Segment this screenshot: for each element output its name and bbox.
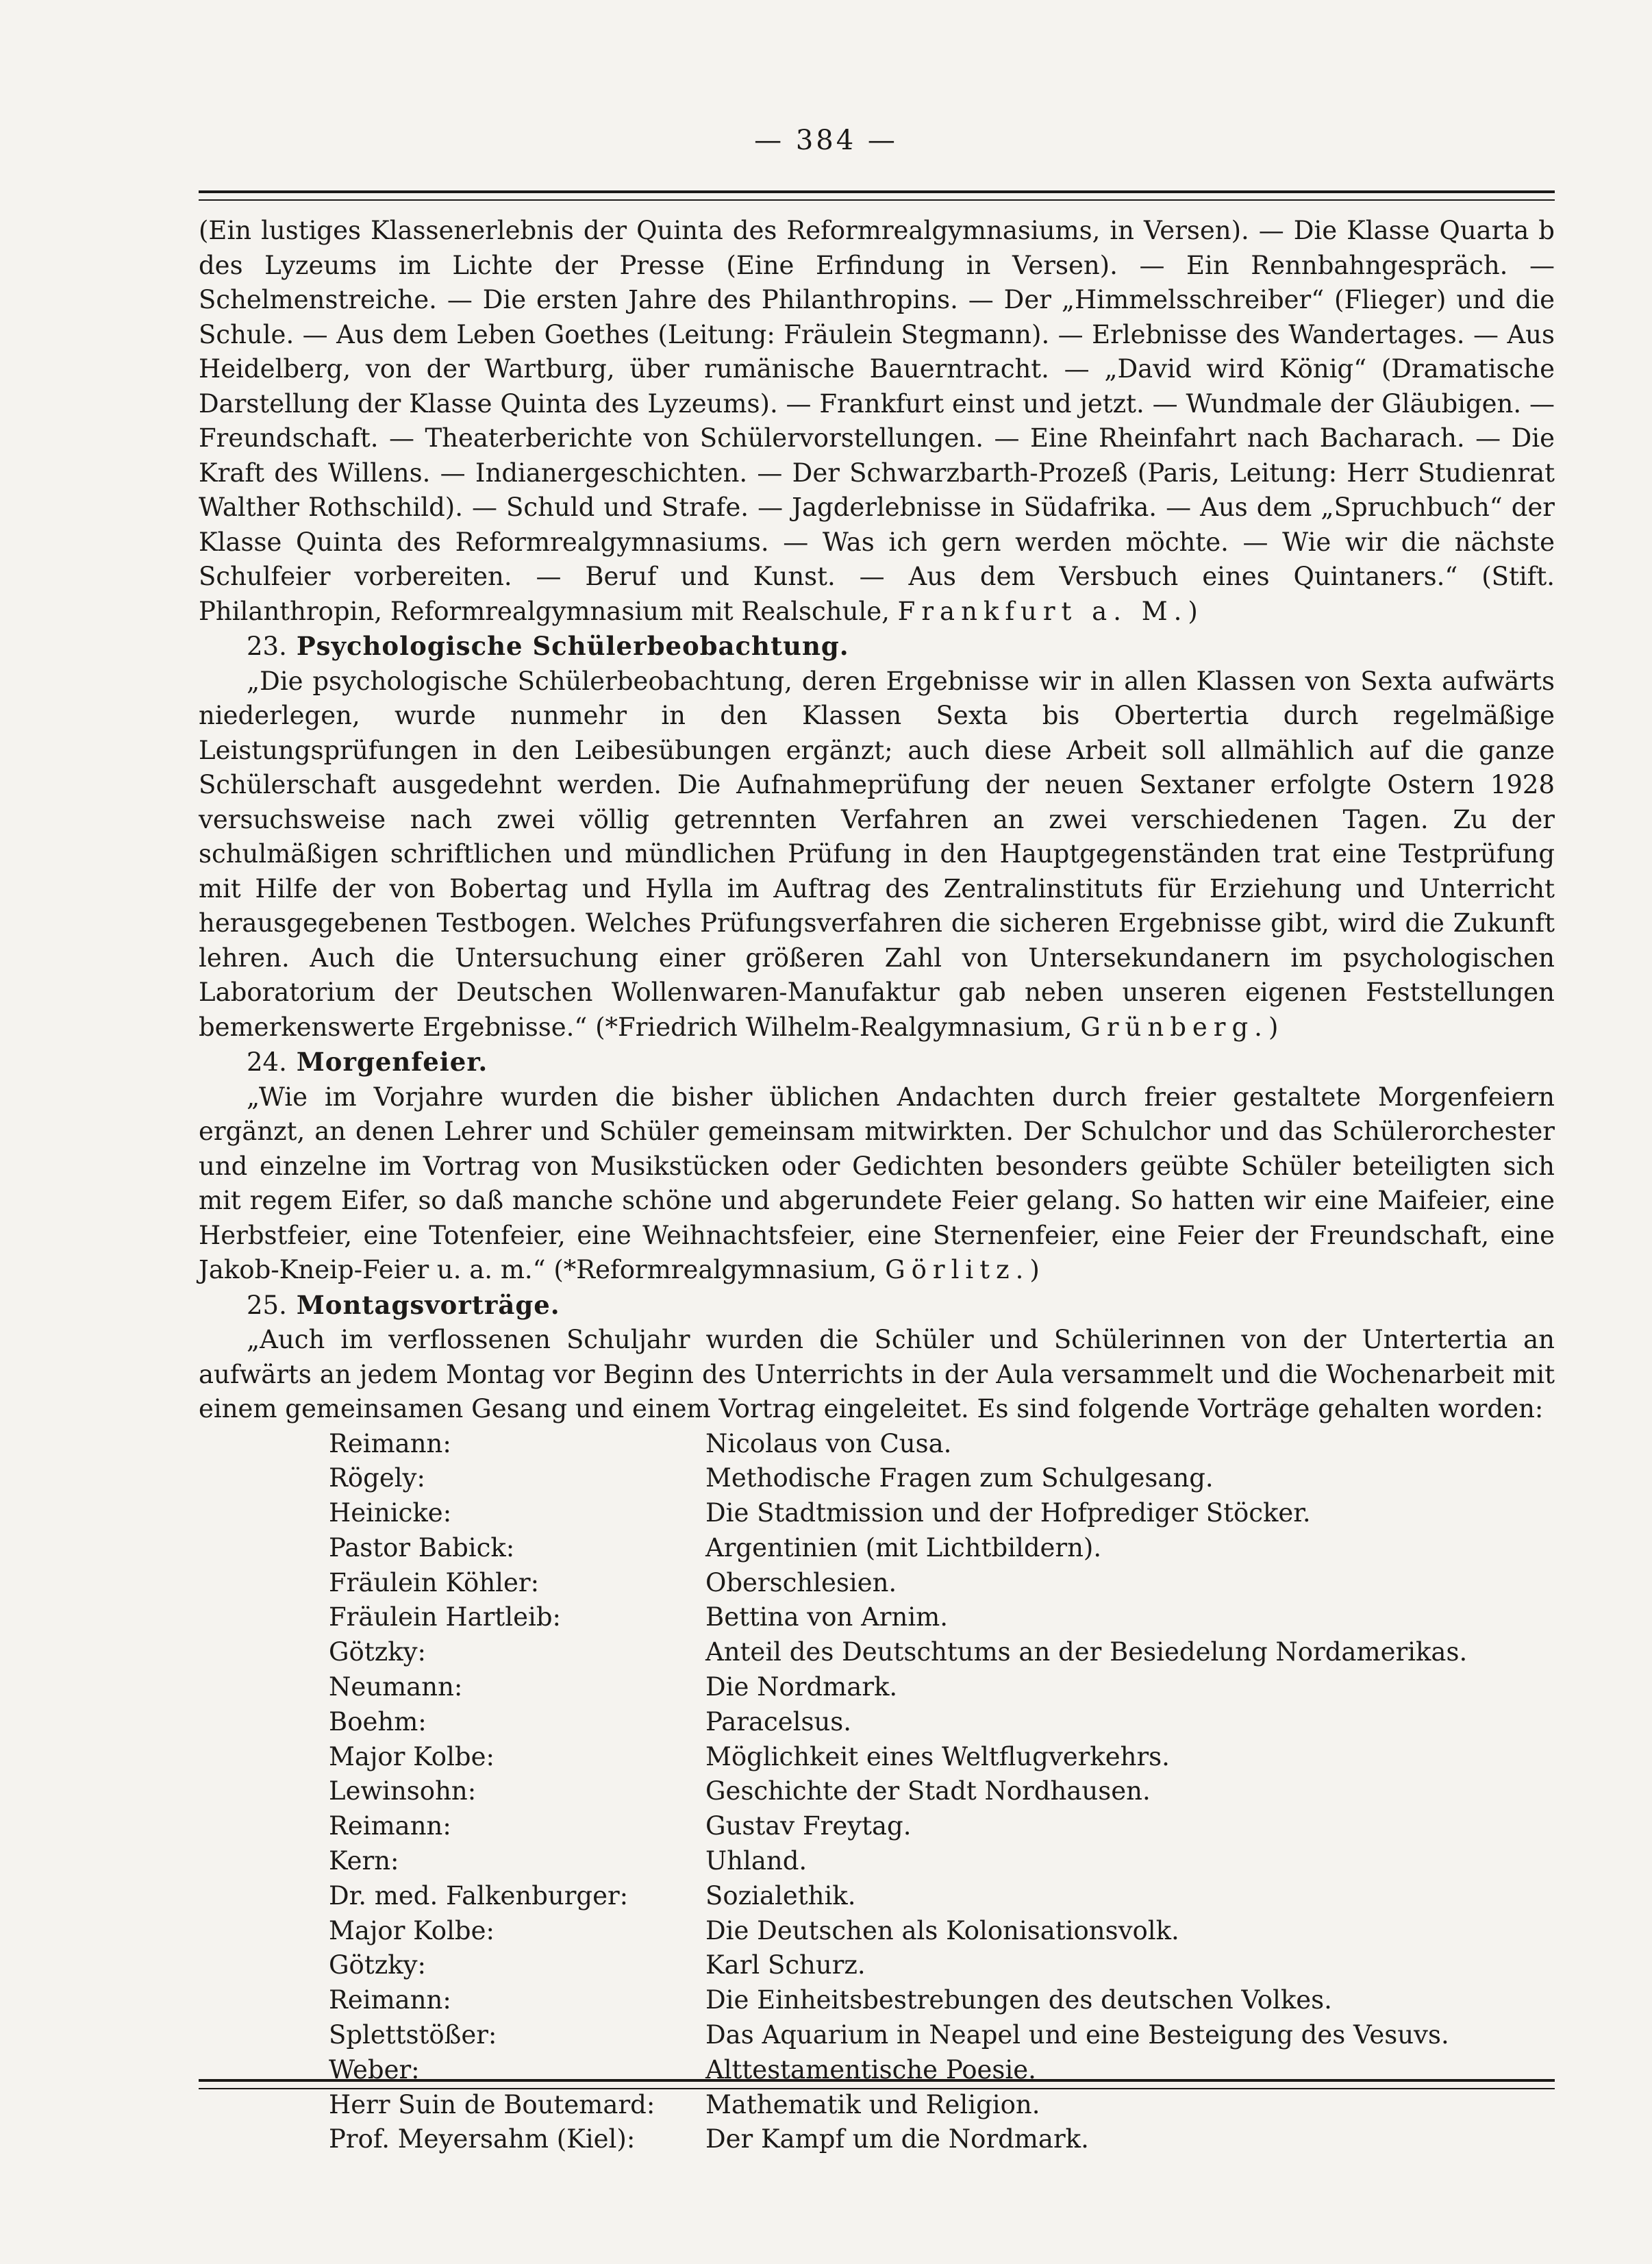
talk-row [329,1809,1467,1844]
talk-topic: Die Einheitsbestrebungen des deutschen Volkes. [705,1985,1332,2015]
talk-row [329,1635,1467,1670]
footer-rule [199,2079,1555,2082]
talk-speaker: Splettstößer: [329,2020,497,2050]
page-number: — 384 — [754,125,898,156]
talk-row [329,2053,1467,2088]
talk-row [329,2088,1467,2123]
section-body: „Die psychologische Schülerbeobachtung, deren Ergebnisse wir in allen Klassen von Sexta aufwärts niederlegen, wurde nunmehr in den Klassen Sexta bis Obertertia durch regelmäßige Leistungsprüfungen in den Leibesübungen ergänzt; auch diese Arbeit soll allmählich auf die ganze Schülerschaft ausgedehnt werden. Die Aufnahmeprüfung der neuen Sextaner erfolgte Ostern 1928 versuchsweise nach zwei völlig getrennten Verfahren an zwei verschiedenen Tagen. Zu der schulmäßigen schriftlichen und mündlichen Prüfung in den Hauptgegenständen trat eine Testprüfung mit Hilfe der von Bobertag und Hylla im Auftrag des Zentralinstituts für Erziehung und Unterricht herausgegebenen Testbogen. Welches Prüfungsverfahren die sicheren Ergebnisse gibt, wird die Zukunft lehren. Auch die Untersuchung einer größeren Zahl von Untersekundanern im psychologischen Laboratorium der Deutschen Wollenwaren-Manufaktur gab neben unseren eigenen Feststellungen bemerkenswerte Ergebnisse.“ (*Friedrich Wilhelm-Realgymnasium, [199,666,1555,1042]
section-heading-23 [199,629,1555,664]
talk-row [329,1566,1467,1601]
talk-row [329,1461,1467,1496]
talk-speaker: Major Kolbe: [329,1915,495,1945]
talk-speaker: Major Kolbe: [329,1741,495,1771]
talk-row [329,1600,1467,1635]
talk-topic: Die Deutschen als Kolonisationsvolk. [705,1915,1179,1945]
talk-topic: Karl Schurz. [705,1950,866,1980]
talk-topic: Alttestamentische Poesie. [705,2054,1036,2085]
section-number: 25. [247,1290,287,1320]
section-body: „Auch im verflossenen Schuljahr wurden die Schüler und Schülerinnen von der Untertertia an aufwärts an jedem Montag vor Beginn des Unterrichts in der Aula versammelt und die Wochenarbeit mit einem gemeinsamen Gesang und einem Vortrag eingeleitet. Es sind folgende Vorträge gehalten worden: [199,1325,1555,1423]
talk-speaker: Boehm: [329,1706,427,1737]
talk-topic: Paracelsus. [705,1706,852,1737]
section-close: ) [1029,1255,1040,1284]
talk-topic: Gustav Freytag. [705,1811,912,1841]
talk-row [329,1705,1467,1740]
talk-speaker: Kern: [329,1846,399,1876]
talk-row [329,1879,1467,1914]
talk-row [329,2018,1467,2053]
intro-paragraph [199,214,1555,629]
talk-speaker: Lewinsohn: [329,1776,477,1806]
talk-topic: Uhland. [705,1846,808,1876]
section-text-24 [199,1080,1555,1288]
section-title: Morgenfeier. [296,1047,488,1077]
section-number: 24. [247,1047,287,1077]
section-place: Grünberg. [1080,1012,1268,1042]
talk-row [329,1531,1467,1566]
talk-row [329,1774,1467,1809]
talk-topic: Sozialethik. [705,1880,856,1911]
talk-row [329,1740,1467,1775]
talk-topic: Anteil des Deutschtums an der Besiedelung Nordamerikas. [705,1637,1468,1667]
talk-topic: Oberschlesien. [705,1567,897,1597]
talk-topic: Mathematik und Religion. [705,2089,1040,2119]
talk-topic: Argentinien (mit Lichtbildern). [705,1532,1102,1563]
talk-row [329,1948,1467,1983]
talk-speaker: Fräulein Köhler: [329,1567,540,1597]
intro-place: Frankfurt a. M. [897,596,1188,626]
talk-topic: Nicolaus von Cusa. [705,1428,952,1458]
talks-table [329,1427,1467,2158]
section-title: Psychologische Schülerbeobachtung. [296,631,849,661]
talk-topic: Die Nordmark. [705,1672,898,1702]
section-text-23 [199,664,1555,1045]
talk-speaker: Rögely: [329,1463,425,1493]
talk-row [329,2122,1467,2157]
section-place: Görlitz. [885,1255,1030,1284]
talk-topic: Die Stadtmission und der Hofprediger Stöcker. [705,1498,1311,1528]
section-close: ) [1268,1012,1279,1042]
talk-topic: Bettina von Arnim. [705,1602,948,1632]
talk-topic: Der Kampf um die Nordmark. [705,2124,1089,2154]
intro-close: ) [1188,596,1198,626]
talk-speaker: Herr Suin de Boutemard: [329,2089,655,2119]
talk-row [329,1914,1467,1949]
talk-row [329,1983,1467,2018]
talk-row [329,1496,1467,1531]
talk-speaker: Reimann: [329,1428,451,1458]
talk-speaker: Reimann: [329,1985,451,2015]
section-title: Montagsvorträge. [296,1289,560,1320]
talk-row [329,1670,1467,1705]
talk-topic: Methodische Fragen zum Schulgesang. [705,1463,1214,1493]
talk-speaker: Fräulein Hartleib: [329,1602,561,1632]
talk-speaker: Prof. Meyersahm (Kiel): [329,2124,636,2154]
talk-speaker: Pastor Babick: [329,1532,515,1563]
talk-row [329,1844,1467,1879]
section-text-25 [199,1323,1555,1427]
header-rule-thin [199,199,1555,201]
talk-topic: Geschichte der Stadt Nordhausen. [705,1776,1151,1806]
header-rule [199,190,1555,193]
talk-speaker: Weber: [329,2054,420,2085]
talk-topic: Möglichkeit eines Weltflugverkehrs. [705,1741,1170,1771]
page-body [199,214,1555,2157]
talk-speaker: Reimann: [329,1811,451,1841]
footer-rule-thin [199,2088,1555,2089]
section-number: 23. [247,632,287,661]
talk-speaker: Götzky: [329,1950,426,1980]
talk-row [329,1427,1467,1462]
talk-speaker: Götzky: [329,1637,426,1667]
intro-text: (Ein lustiges Klassenerlebnis der Quinta des Reformrealgymnasiums, in Versen). — Die Klasse Quarta b des Lyzeums im Lichte der Presse (Eine Erfindung in Versen). — Ein Rennbahngespräch. — Schelmenstreiche. — Die ersten Jahre des Philanthropins. — Der „Himmelsschreiber“ (Flieger) und die Schule. — Aus dem Leben Goethes (Leitung: Fräulein Stegmann). — Erlebnisse des Wandertages. — Aus Heidelberg, von der Wartburg, über rumänische Bauerntracht. — „David wird König“ (Dramatische Darstellung der Klasse Quinta des Lyzeums). — Frankfurt einst und jetzt. — Wundmale der Gläubigen. — Freundschaft. — Theaterberichte von Schülervorstellungen. — Eine Rheinfahrt nach Bacharach. — Die Kraft des Willens. — Indianergeschichten. — Der Schwarzbarth-Prozeß (Paris, Leitung: Herr Studienrat Walther Rothschild). — Schuld und Strafe. — Jagderlebnisse in Südafrika. — Aus dem „Spruchbuch“ der Klasse Quinta des Reformrealgymnasiums. — Was ich gern werden möchte. — Wie wir die nächste Schulfeier vorbereiten. — Beruf und Kunst. — Aus dem Versbuch eines Quintaners.“ (Stift. Philanthropin, Reformrealgymnasium mit Realschule, [199,216,1555,626]
talk-speaker: Heinicke: [329,1498,452,1528]
talk-speaker: Dr. med. Falkenburger: [329,1880,629,1911]
section-heading-24 [199,1045,1555,1080]
section-body: „Wie im Vorjahre wurden die bisher üblichen Andachten durch freier gestaltete Morgenfeiern ergänzt, an denen Lehrer und Schüler gemeinsam mitwirkten. Der Schulchor und das Schülerorchester und einzelne im Vortrag von Musikstücken oder Gedichten besonders geübte Schüler beteiligten sich mit regem Eifer, so daß manche schöne und abgerundete Feier gelang. So hatten wir eine Maifeier, eine Herbstfeier, eine Totenfeier, eine Weihnachtsfeier, eine Sternenfeier, eine Feier der Freundschaft, eine Jakob-Kneip-Feier u. a. m.“ (*Reformrealgymnasium, [199,1082,1555,1284]
talk-speaker: Neumann: [329,1672,463,1702]
section-heading-25 [199,1288,1555,1323]
talk-topic: Das Aquarium in Neapel und eine Besteigung des Vesuvs. [705,2020,1449,2050]
